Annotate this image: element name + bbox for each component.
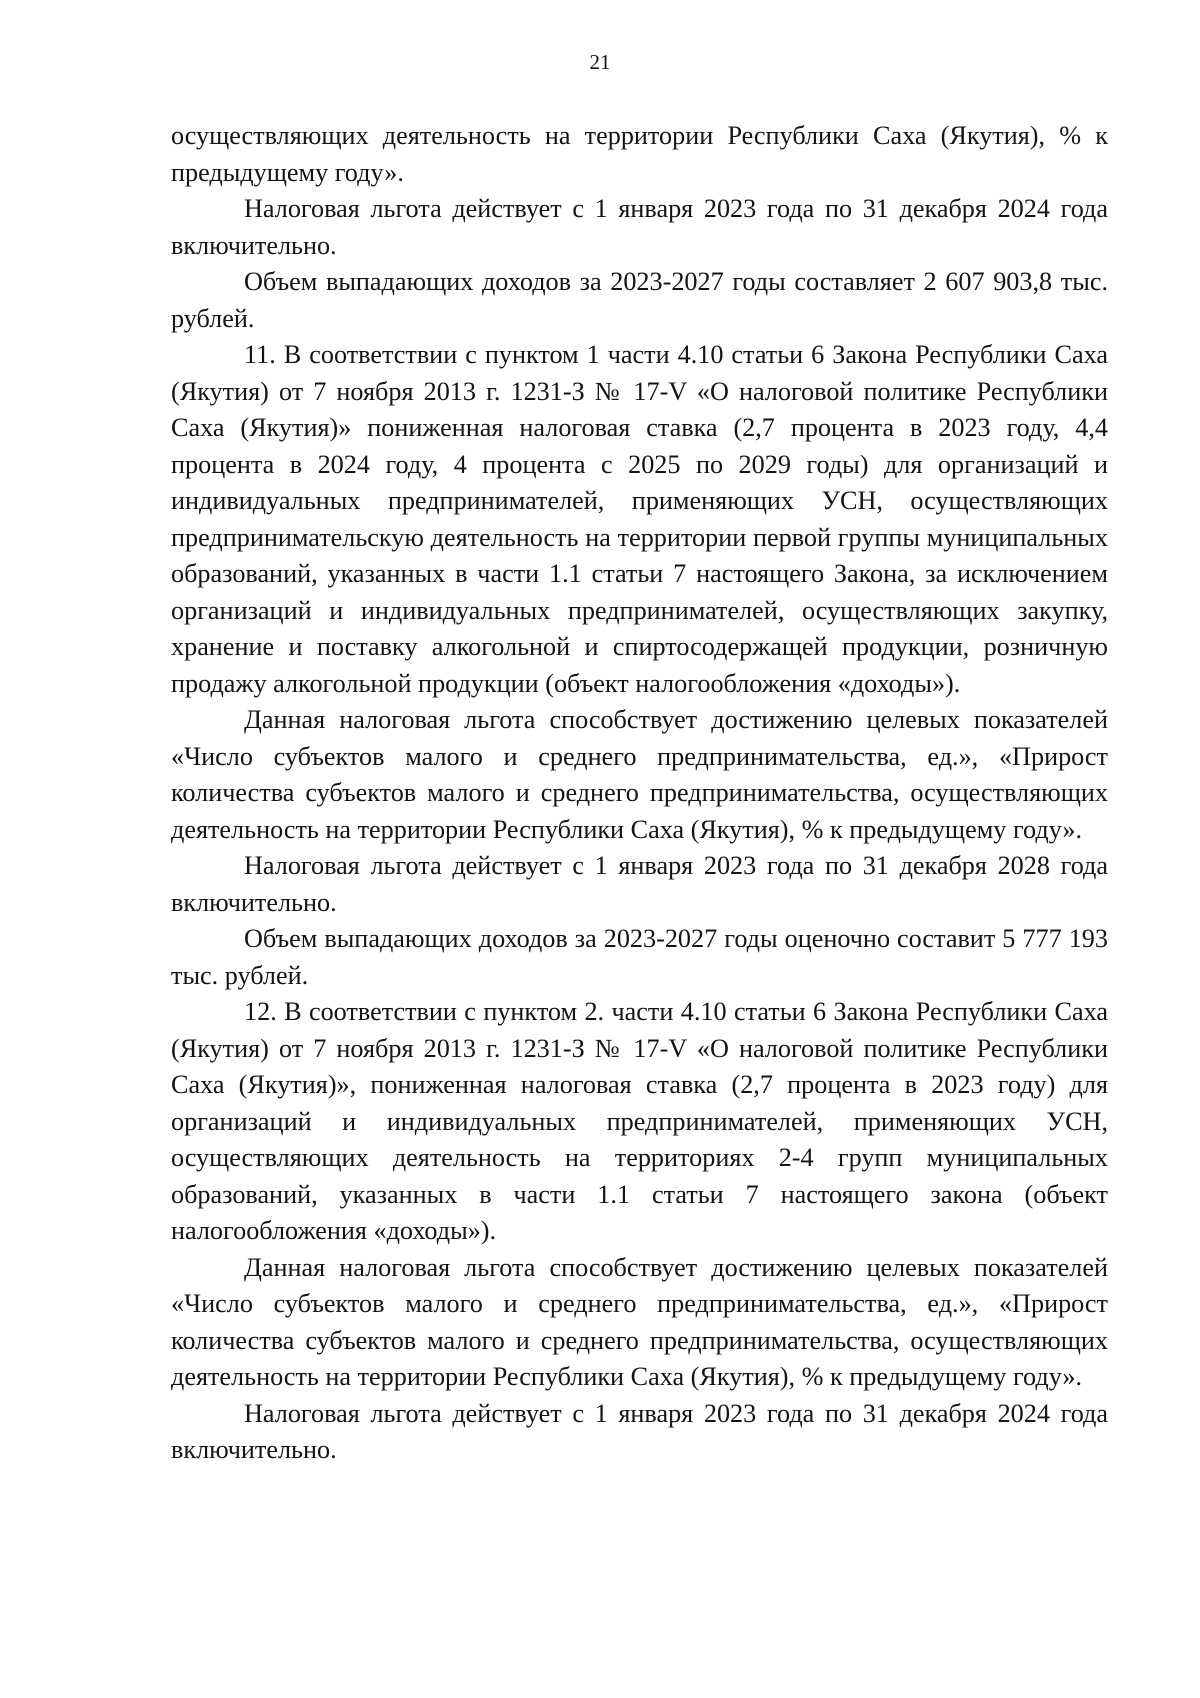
paragraph-lost-revenue: Объем выпадающих доходов за 2023-2027 годы составляет 2 607 903,8 тыс. рублей.: [171, 267, 1108, 333]
paragraph-continuation: осуществляющих деятельность на территории Республики Саха (Якутия), % к предыдущему году».: [171, 121, 1108, 187]
paragraph-lost-revenue: Объем выпадающих доходов за 2023-2027 годы оценочно составит 5 777 193 тыс. рублей.: [171, 924, 1108, 990]
paragraph-target-indicators: Данная налоговая льгота способствует достижению целевых показателей «Число субъектов малого и среднего предпринимательства, ед.», «Прирост количества субъектов малого и среднего предпринимательства, осуществляющих деятельность на территории Республики Саха (Якутия), % к предыдущему году».: [171, 1252, 1108, 1391]
paragraph-target-indicators: Данная налоговая льгота способствует достижению целевых показателей «Число субъектов малого и среднего предпринимательства, ед.», «Прирост количества субъектов малого и среднего предпринимательства, осуществляющих деятельность на территории Республики Саха (Якутия), % к предыдущему году».: [171, 705, 1108, 844]
document-body: [171, 118, 1108, 1469]
paragraph-benefit-period: Налоговая льгота действует с 1 января 2023 года по 31 декабря 2024 года включительно.: [171, 194, 1108, 260]
paragraph-item-11: 11. В соответствии с пунктом 1 части 4.10 статьи 6 Закона Республики Саха (Якутия) от 7 ноября 2013 г. 1231-З № 17-V «О налоговой политике Республики Саха (Якутия)» пониженная налоговая ставка (2,7 процента в 2023 году, 4,4 процента в 2024 году, 4 процента с 2025 по 2029 годы) для организаций и индивидуальных предпринимателей, применяющих УСН, осуществляющих предпринимательскую деятельность на территории первой группы муниципальных образований, указанных в части 1.1 статьи 7 настоящего Закона, за исключением организаций и индивидуальных предпринимателей, осуществляющих закупку, хранение и поставку алкогольной и спиртосодержащей продукции, розничную продажу алкогольной продукции (объект налогообложения «доходы»).: [171, 340, 1108, 698]
paragraph-benefit-period: Налоговая льгота действует с 1 января 2023 года по 31 декабря 2024 года включительно.: [171, 1398, 1108, 1464]
paragraph-benefit-period: Налоговая льгота действует с 1 января 2023 года по 31 декабря 2028 года включительно.: [171, 851, 1108, 917]
paragraph-item-12: 12. В соответствии с пунктом 2. части 4.10 статьи 6 Закона Республики Саха (Якутия) от 7 ноября 2013 г. 1231-З № 17-V «О налоговой политике Республики Саха (Якутия)», пониженная налоговая ставка (2,7 процента в 2023 году) для организаций и индивидуальных предпринимателей, применяющих УСН, осуществляющих деятельность на территориях 2-4 групп муниципальных образований, указанных в части 1.1 статьи 7 настоящего закона (объект налогообложения «доходы»).: [171, 997, 1108, 1245]
page-number: 21: [589, 50, 611, 74]
